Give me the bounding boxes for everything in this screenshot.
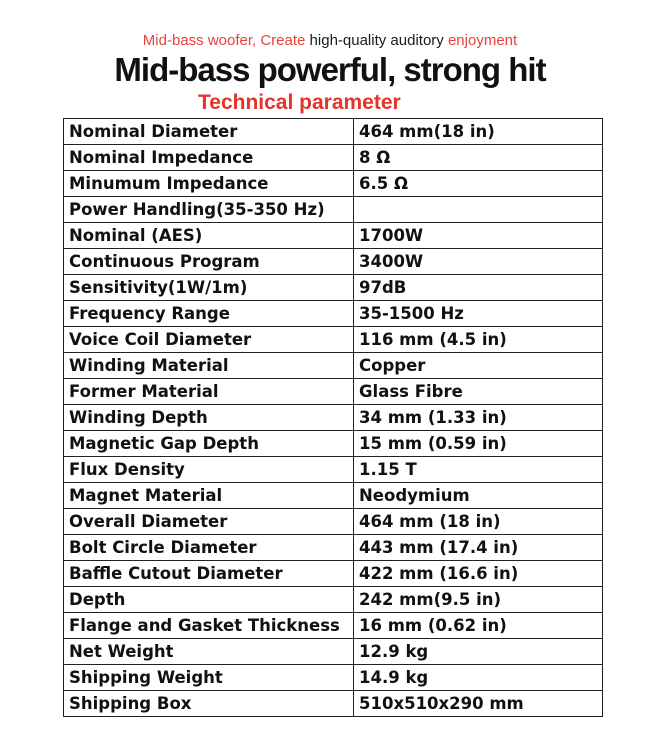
tagline-part-1: Mid-bass woofer, Create (142, 32, 310, 49)
spec-table (63, 118, 603, 717)
table-row (64, 379, 603, 405)
table-row (64, 691, 603, 717)
table-row (64, 301, 603, 327)
table-row (64, 561, 603, 587)
table-row (64, 613, 603, 639)
spec-value: 242 mm(9.5 in) (354, 587, 603, 613)
table-row (64, 145, 603, 171)
spec-label: Nominal Diameter (64, 119, 354, 145)
spec-value: Neodymium (354, 483, 603, 509)
headline: Mid-bass powerful, strong hit (114, 51, 546, 88)
spec-label: Magnetic Gap Depth (64, 431, 354, 457)
spec-value: 464 mm (18 in) (354, 509, 603, 535)
spec-value: 510x510x290 mm (354, 691, 603, 717)
table-row (64, 327, 603, 353)
spec-label: Minumum Impedance (64, 171, 354, 197)
table-row (64, 405, 603, 431)
spec-value: Copper (354, 353, 603, 379)
table-row (64, 249, 603, 275)
spec-value: 35-1500 Hz (354, 301, 603, 327)
spec-label: Baffle Cutout Diameter (64, 561, 354, 587)
spec-value: 12.9 kg (354, 639, 603, 665)
spec-value: 16 mm (0.62 in) (354, 613, 603, 639)
spec-value: 1700W (354, 223, 603, 249)
table-row (64, 171, 603, 197)
table-row (64, 431, 603, 457)
spec-label: Magnet Material (64, 483, 354, 509)
spec-label: Shipping Weight (64, 665, 354, 691)
spec-value: 14.9 kg (354, 665, 603, 691)
table-row (64, 509, 603, 535)
table-row (64, 665, 603, 691)
spec-value: 422 mm (16.6 in) (354, 561, 603, 587)
table-row (64, 275, 603, 301)
spec-value: 3400W (354, 249, 603, 275)
spec-value: 1.15 T (354, 457, 603, 483)
spec-label: Net Weight (64, 639, 354, 665)
spec-label: Nominal Impedance (64, 145, 354, 171)
table-row (64, 639, 603, 665)
table-row (64, 223, 603, 249)
table-row (64, 457, 603, 483)
table-row (64, 483, 603, 509)
spec-value: 464 mm(18 in) (354, 119, 603, 145)
spec-label: Bolt Circle Diameter (64, 535, 354, 561)
spec-label: Flange and Gasket Thickness (64, 613, 354, 639)
table-row (64, 119, 603, 145)
table-row (64, 197, 603, 223)
spec-value: 34 mm (1.33 in) (354, 405, 603, 431)
spec-label: Depth (64, 587, 354, 613)
spec-label: Frequency Range (64, 301, 354, 327)
spec-label: Former Material (64, 379, 354, 405)
spec-label: Sensitivity(1W/1m) (64, 275, 354, 301)
table-row (64, 587, 603, 613)
spec-value: 6.5 Ω (354, 171, 603, 197)
spec-label: Shipping Box (64, 691, 354, 717)
spec-value (354, 197, 603, 223)
spec-value: 97dB (354, 275, 603, 301)
tagline-part-3: enjoyment (447, 32, 518, 49)
spec-label: Overall Diameter (64, 509, 354, 535)
section-title: Technical parameter (198, 91, 401, 114)
spec-value: 443 mm (17.4 in) (354, 535, 603, 561)
spec-label: Nominal (AES) (64, 223, 354, 249)
spec-value: Glass Fibre (354, 379, 603, 405)
table-row (64, 353, 603, 379)
spec-label: Winding Depth (64, 405, 354, 431)
spec-label: Voice Coil Diameter (64, 327, 354, 353)
spec-value: 15 mm (0.59 in) (354, 431, 603, 457)
spec-label: Continuous Program (64, 249, 354, 275)
table-row (64, 535, 603, 561)
tagline-part-2: high-quality auditory (309, 32, 448, 49)
spec-label: Power Handling(35-350 Hz) (64, 197, 354, 223)
spec-label: Winding Material (64, 353, 354, 379)
spec-label: Flux Density (64, 457, 354, 483)
spec-value: 8 Ω (354, 145, 603, 171)
spec-value: 116 mm (4.5 in) (354, 327, 603, 353)
